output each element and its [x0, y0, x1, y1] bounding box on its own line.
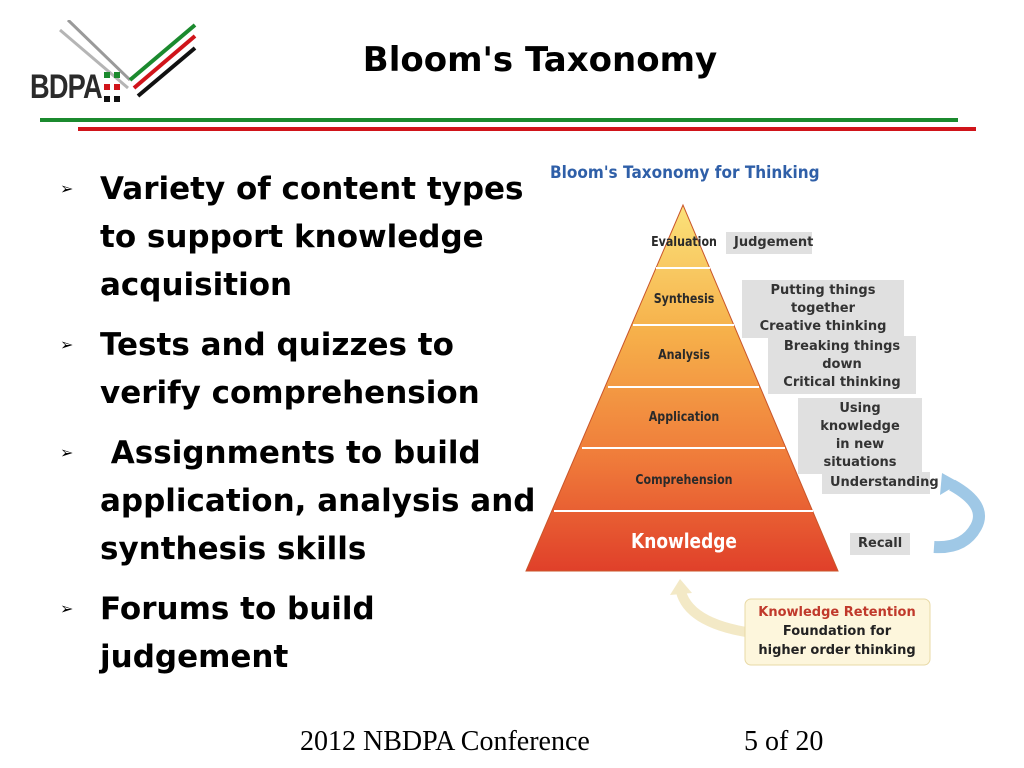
bullet-text: Variety of content types to support knowledge acquisition [100, 171, 524, 303]
arrow-bullet-icon: ➢ [60, 335, 74, 354]
bullet-item [60, 321, 540, 417]
knowledge-description: Recall [850, 533, 910, 555]
bdpa-logo [30, 20, 200, 115]
comprehension-description: Understanding [822, 472, 930, 494]
bullet-item [60, 429, 547, 573]
level-analysis-label: Analysis [658, 348, 710, 363]
red-divider [78, 127, 976, 131]
bullet-item [60, 585, 540, 681]
level-comprehension-label: Comprehension [635, 473, 733, 488]
level-evaluation-label: Evaluation [651, 235, 717, 250]
bullet-item [60, 165, 540, 309]
blooms-pyramid-figure [520, 155, 990, 685]
synthesis-description: Putting things together Creative thinking [742, 280, 904, 338]
logo-text: BDPA [30, 68, 102, 106]
bullet-text: Assignments to build application, analysis and synthesis skills [100, 435, 547, 567]
application-description: Using knowledge in new situations [798, 398, 922, 474]
knowledge-retention-note: Knowledge Retention Foundation for higher order thinking [758, 605, 916, 658]
green-divider [40, 118, 958, 122]
level-knowledge-label: Knowledge [631, 529, 737, 553]
footer-conference: 2012 NBDPA Conference [300, 726, 590, 757]
arrow-bullet-icon: ➢ [60, 179, 74, 198]
figure-title: Bloom's Taxonomy for Thinking [550, 163, 820, 183]
level-synthesis-label: Synthesis [653, 292, 715, 307]
arrow-bullet-icon: ➢ [60, 599, 74, 618]
level-application-label: Application [648, 410, 720, 425]
slide-title: Bloom's Taxonomy [362, 40, 718, 80]
analysis-description: Breaking things down Critical thinking [768, 336, 916, 394]
bullet-text: Tests and quizzes to verify comprehension [100, 327, 480, 411]
bullet-text: Forums to build judgement [100, 591, 375, 675]
footer-page-number: 5 of 20 [744, 726, 824, 757]
bullet-list [60, 165, 547, 693]
evaluation-description: Judgement [726, 232, 812, 254]
arrow-bullet-icon: ➢ [60, 443, 74, 462]
